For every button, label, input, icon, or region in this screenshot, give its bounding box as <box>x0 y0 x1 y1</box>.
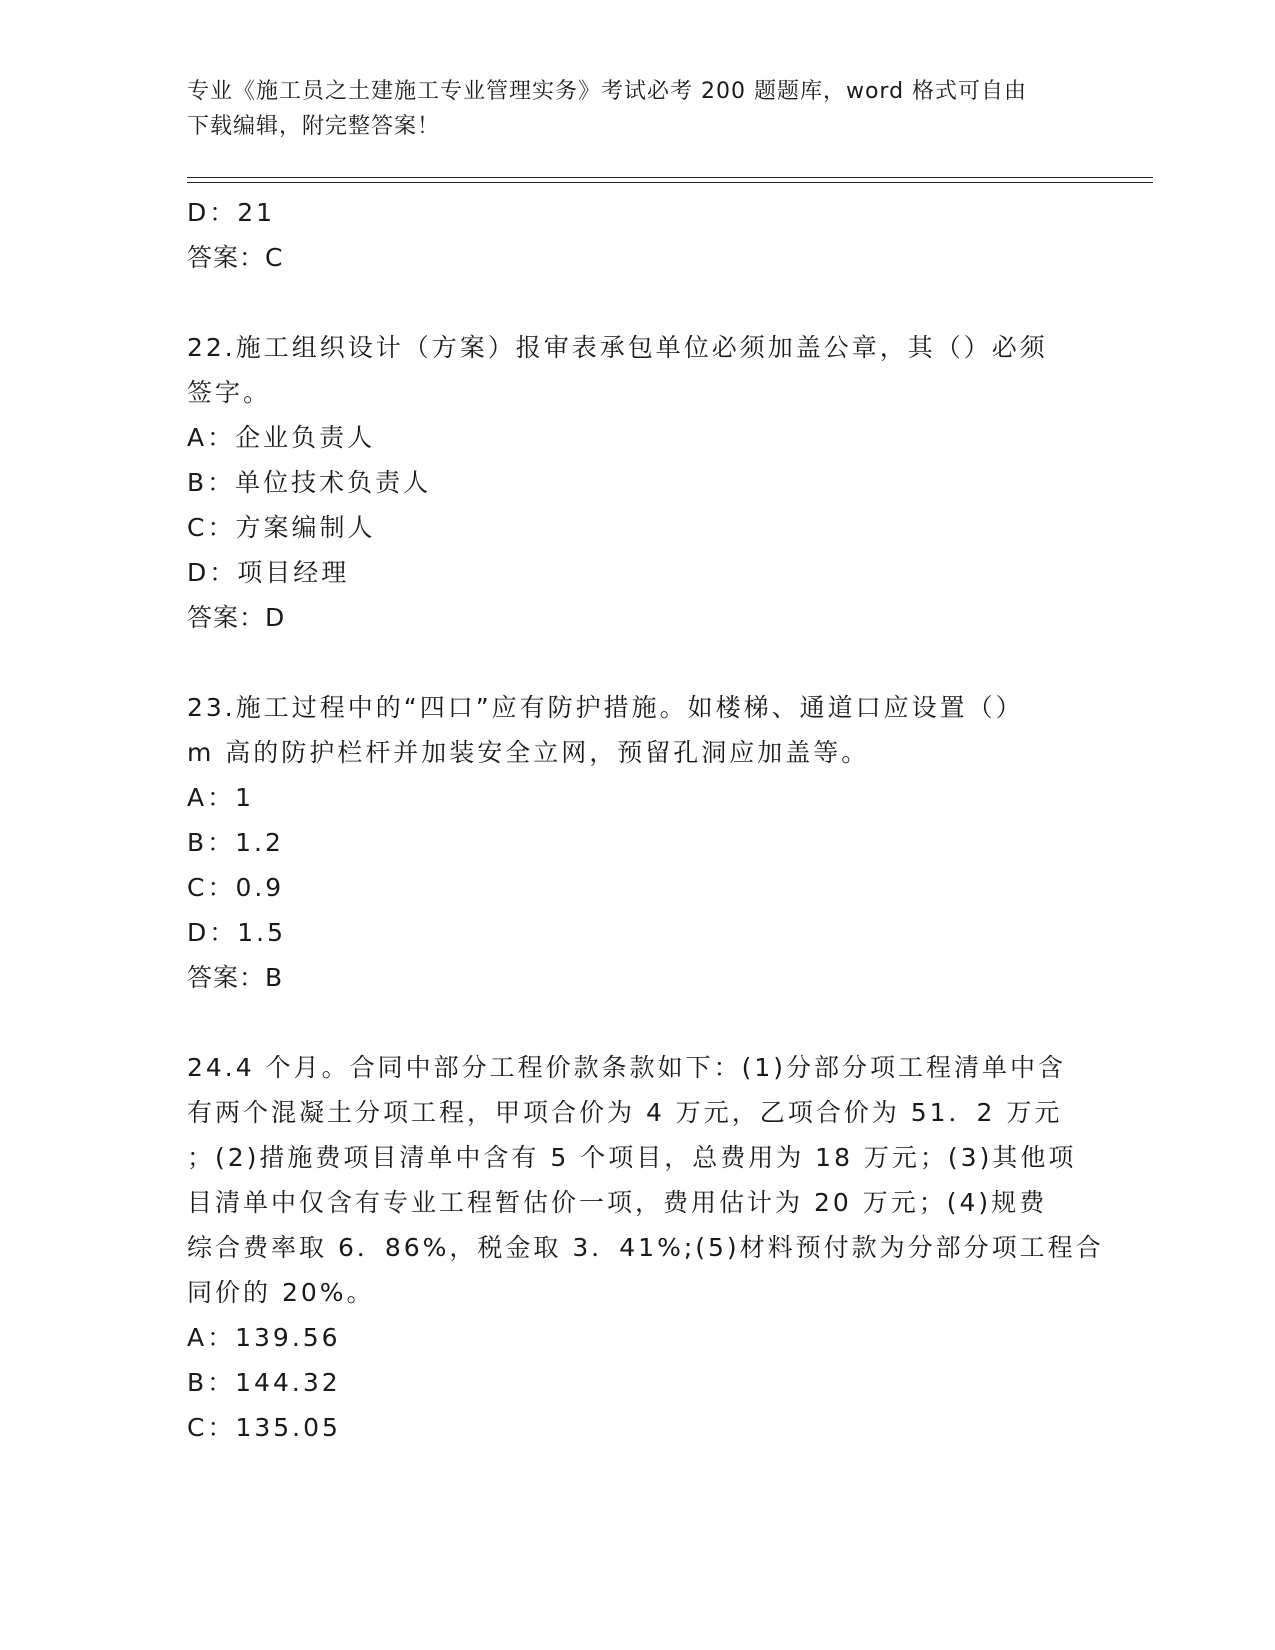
option-c: C：方案编制人 <box>187 513 376 542</box>
option-b: B：144.32 <box>187 1368 341 1397</box>
header-divider-top <box>187 177 1153 178</box>
document-body <box>187 190 1104 1450</box>
header-divider-bottom <box>187 182 1153 183</box>
header-line-2: 下载编辑，附完整答案！ <box>187 114 441 139</box>
question-stem: m 高的防护栏杆并加装安全立网，预留孔洞应加盖等。 <box>187 738 870 767</box>
question-21-tail <box>187 190 1087 280</box>
option-a: A：企业负责人 <box>187 423 376 452</box>
option-d: D：1.5 <box>187 918 287 947</box>
option-d: D：21 <box>187 198 276 227</box>
question-22 <box>187 325 1087 640</box>
option-c: C：135.05 <box>187 1413 341 1442</box>
question-stem: 目清单中仅含有专业工程暂估价一项，费用估计为 20 万元；(4)规费 <box>187 1188 1048 1217</box>
question-stem: 22.施工组织设计（方案）报审表承包单位必须加盖公章，其（）必须 <box>187 333 1048 362</box>
question-stem: 签字。 <box>187 378 272 407</box>
spacer <box>187 280 1087 325</box>
question-stem: 24.4 个月。合同中部分工程价款条款如下：(1)分部分项工程清单中含 <box>187 1053 1067 1082</box>
answer-line: 答案：D <box>187 603 286 632</box>
option-a: A：139.56 <box>187 1323 341 1352</box>
question-stem: 23.施工过程中的“四口”应有防护措施。如楼梯、通道口应设置（） <box>187 693 1024 722</box>
question-24 <box>187 1045 1104 1450</box>
option-a: A：1 <box>187 783 255 812</box>
answer-line: 答案：B <box>187 963 284 992</box>
option-b: B：1.2 <box>187 828 284 857</box>
question-stem: 有两个混凝土分项工程，甲项合价为 4 万元，乙项合价为 51．2 万元 <box>187 1098 1063 1127</box>
answer-line: 答案：C <box>187 243 284 272</box>
spacer <box>187 640 1087 685</box>
question-stem: 同价的 20%。 <box>187 1278 375 1307</box>
question-stem: 综合费率取 6．86%，税金取 3．41%;(5)材料预付款为分部分项工程合 <box>187 1233 1104 1262</box>
option-c: C：0.9 <box>187 873 285 902</box>
option-d: D：项目经理 <box>187 558 350 587</box>
header-line-1: 专业《施工员之土建施工专业管理实务》考试必考 200 题题库，word 格式可自由 <box>187 79 1028 104</box>
spacer <box>187 1000 1087 1045</box>
question-stem: ；(2)措施费项目清单中含有 5 个项目，总费用为 18 万元；(3)其他项 <box>187 1143 1077 1172</box>
document-header <box>187 74 1067 144</box>
option-b: B：单位技术负责人 <box>187 468 432 497</box>
question-23 <box>187 685 1087 1000</box>
